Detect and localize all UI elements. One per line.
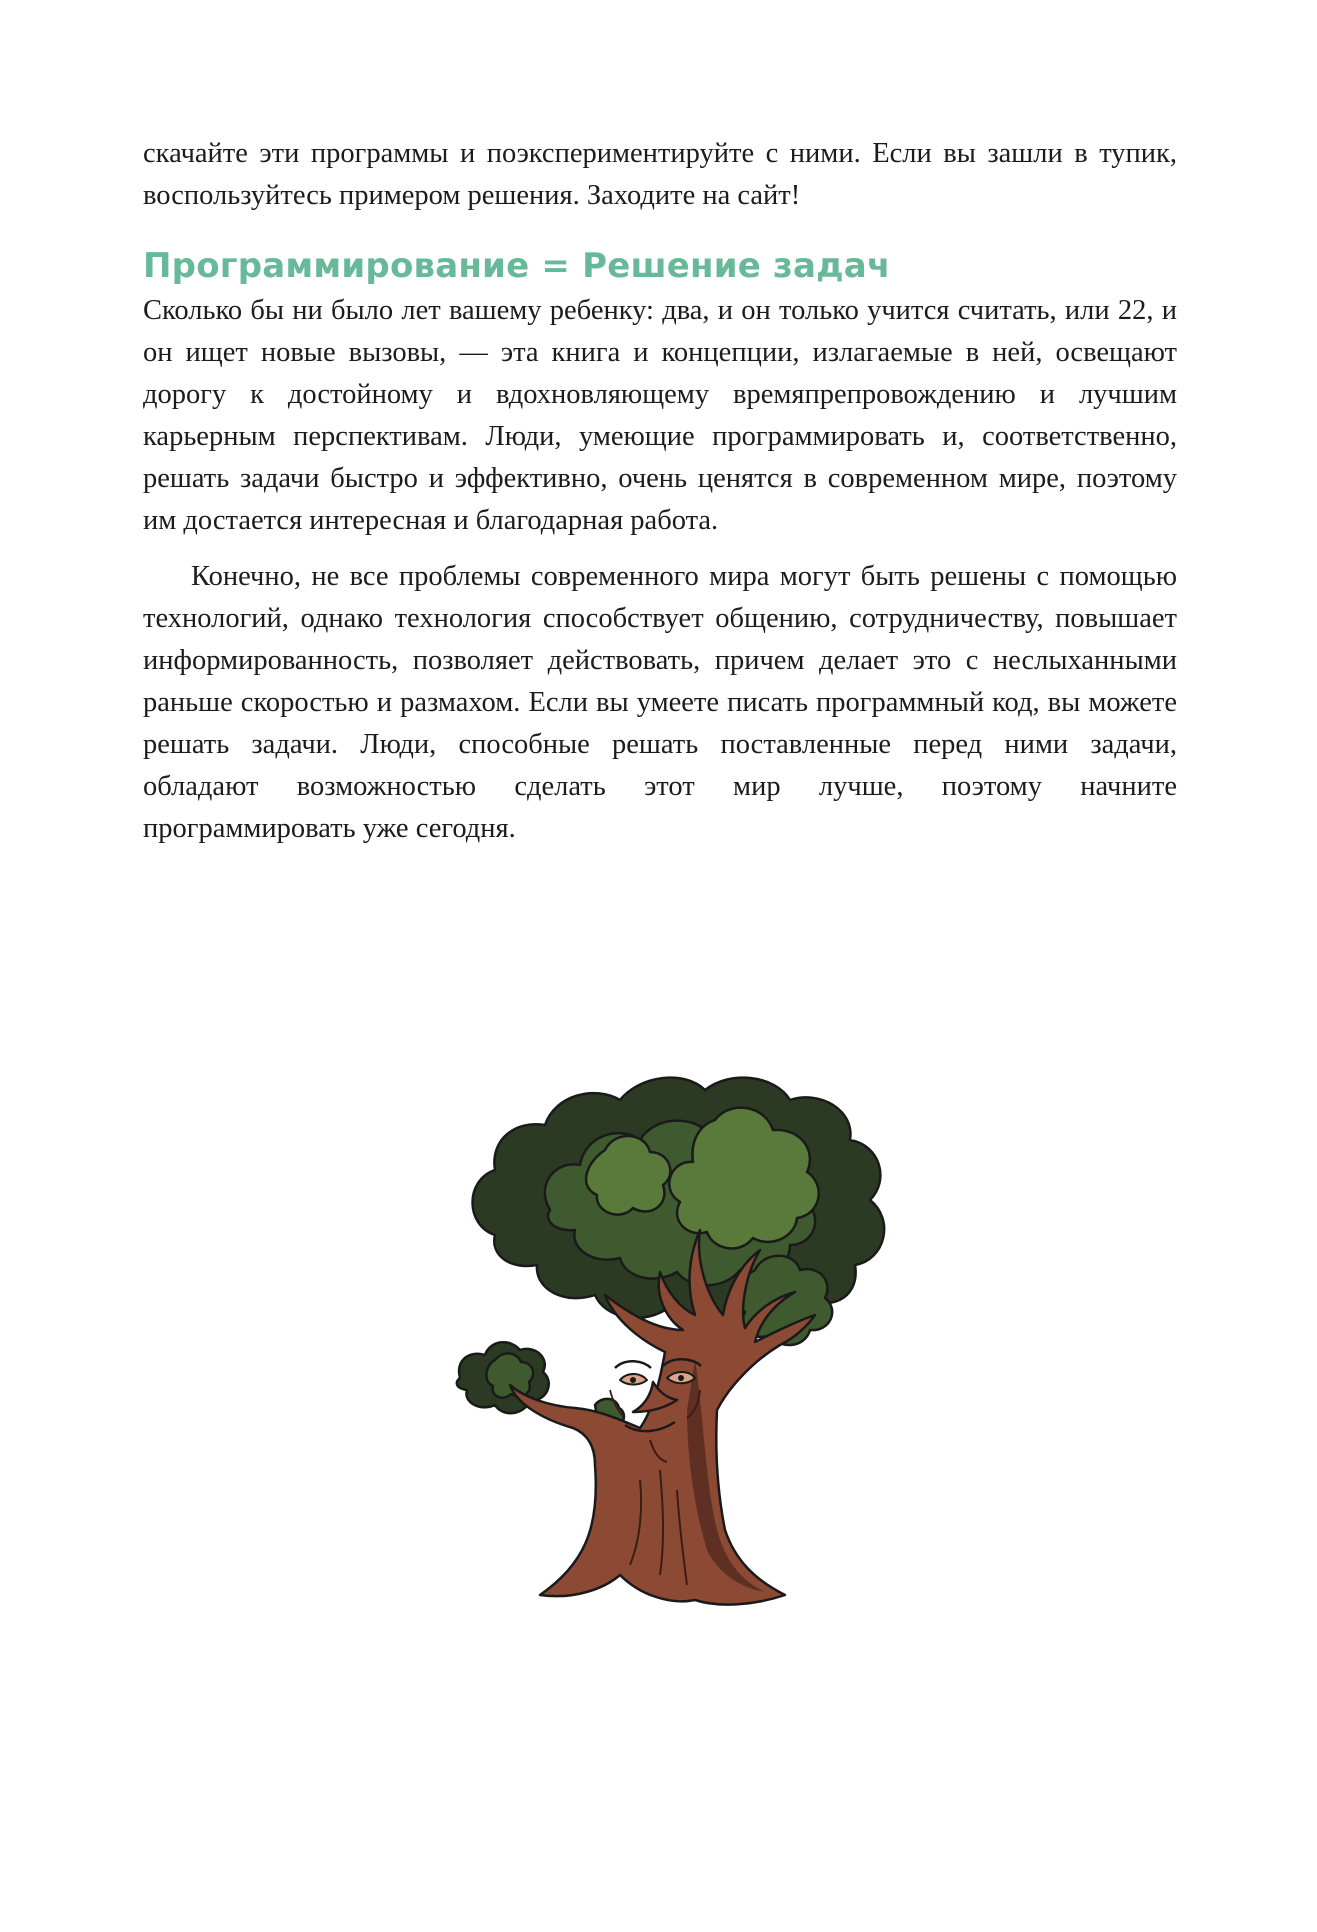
tree-right-pupil	[678, 1375, 684, 1381]
section-paragraph-1: Сколько бы ни было лет вашему ребенку: два, и он только учится считать, или 22, и он ищет новые вызовы, — эта книга и концепции, излагаемые в ней, освещают дорогу к достойному и вдохновляющему времяпрепровождению и лучшим карьерным перспективам. Люди, умеющие программировать и, соответственно, решать задачи быстро и эффективно, очень ценятся в современном мире, поэтому им достается интересная и благодарная работа.	[143, 295, 1177, 536]
cartoon-tree-with-face-icon	[455, 1060, 935, 1620]
intro-paragraph: скачайте эти программы и поэкспериментируйте с ними. Если вы зашли в тупик, воспользуйтесь примером решения. Заходите на сайт!	[143, 138, 1177, 211]
intro-text-block	[143, 133, 1177, 217]
section-paragraph-2: Конечно, не все проблемы современного мира могут быть решены с помощью технологий, однако технология способствует общению, сотрудничеству, повышает информированность, позволяет действовать, причем делает это с неслыханными раньше скоростью и размахом. Если вы умеете писать программный код, вы можете решать задачи. Люди, способные решать поставленные перед ними задачи, обладают возможностью сделать этот мир лучше, поэтому начните программировать уже сегодня.	[143, 561, 1177, 844]
section-heading: Программирование = Решение задач	[143, 246, 891, 286]
section-body	[143, 290, 1177, 850]
tree-left-pupil	[630, 1377, 636, 1383]
